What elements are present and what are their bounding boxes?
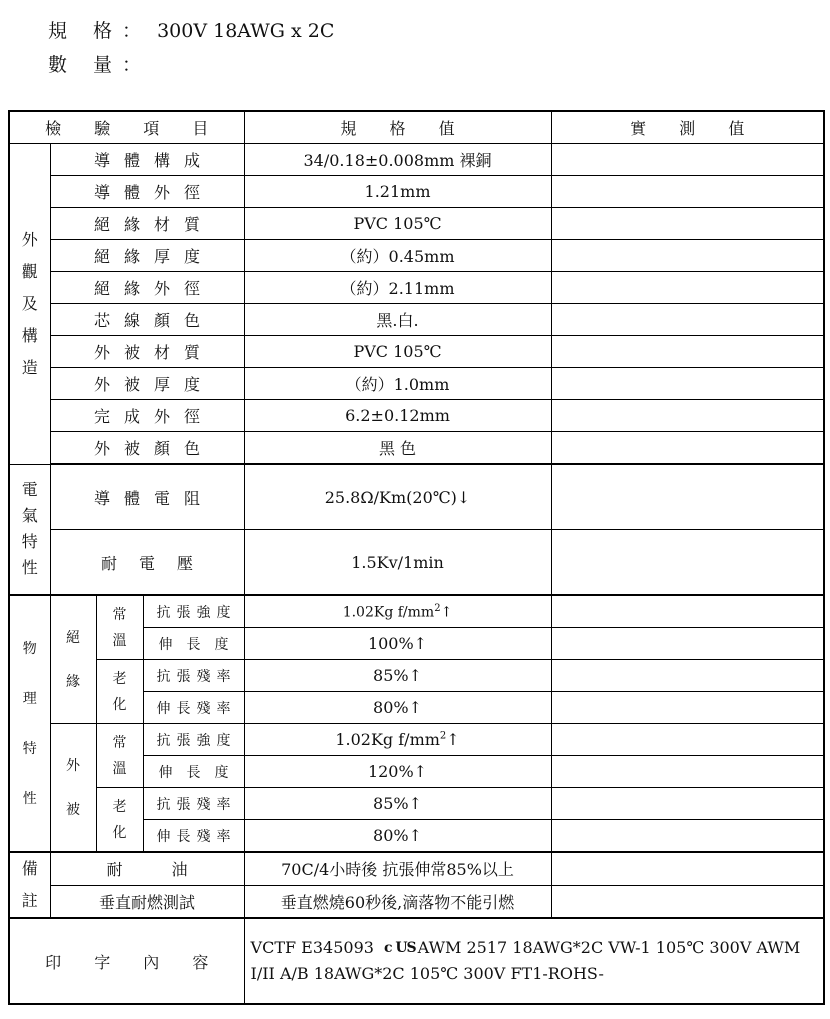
measured-cell [551, 530, 824, 596]
measured-cell [551, 885, 824, 918]
quantity-label: 數 量： [48, 54, 152, 76]
item-label: 芯線顏色 [50, 304, 244, 336]
measured-cell [551, 660, 824, 692]
printing-line1-post: AWM 2517 18AWG*2C VW-1 105℃ 300V AWM [417, 937, 801, 957]
measured-cell [551, 820, 824, 853]
measured-cell [551, 724, 824, 756]
table-row [9, 885, 824, 918]
table-header-row [9, 111, 824, 144]
measured-cell [551, 176, 824, 208]
measured-cell [551, 692, 824, 724]
item-label: 耐電壓 [50, 530, 244, 596]
item-label: 絕緣厚度 [50, 240, 244, 272]
item-label: 抗張殘率 [143, 660, 244, 692]
jacket-label: 外 被 [50, 724, 96, 853]
item-label: 導體構成 [50, 144, 244, 176]
spec-cell: 黑.白. [244, 304, 551, 336]
measured-cell [551, 464, 824, 530]
inspection-table [8, 110, 825, 1005]
item-label: 伸長殘率 [143, 820, 244, 853]
printing-content [244, 918, 824, 1004]
table-row [9, 432, 824, 465]
table-row [9, 240, 824, 272]
spec-cell: （約）0.45mm [244, 240, 551, 272]
measured-cell [551, 304, 824, 336]
printing-line2: I/II A/B 18AWG*2C 105℃ 300V FT1-ROHS- [250, 964, 604, 984]
item-label: 伸長度 [143, 628, 244, 660]
table-row [9, 852, 824, 885]
spec-value: 300V 18AWG x 2C [157, 20, 335, 42]
table-row [9, 788, 824, 820]
measured-cell [551, 368, 824, 400]
table-row [9, 272, 824, 304]
measured-cell [551, 336, 824, 368]
item-label: 抗張強度 [143, 595, 244, 628]
item-label: 抗張強度 [143, 724, 244, 756]
spec-cell: 1.21mm [244, 176, 551, 208]
group-remarks-label: 備 註 [9, 852, 50, 918]
measured-cell [551, 852, 824, 885]
item-label: 伸長度 [143, 756, 244, 788]
measured-cell [551, 628, 824, 660]
header-inspection-item: 檢 驗 項 目 [9, 111, 244, 144]
room-temp-label: 常 溫 [96, 724, 143, 788]
measured-cell [551, 208, 824, 240]
spec-cell: 垂直燃燒60秒後,滴落物不能引燃 [244, 885, 551, 918]
spec-cell: 85%↑ [244, 660, 551, 692]
item-label: 抗張殘率 [143, 788, 244, 820]
item-label: 完成外徑 [50, 400, 244, 432]
spec-cell: PVC 105℃ [244, 208, 551, 240]
printing-label: 印 字 內 容 [9, 918, 244, 1004]
table-row [9, 144, 824, 176]
spec-cell: 85%↑ [244, 788, 551, 820]
spec-cell: 25.8Ω/Km(20℃)↓ [244, 464, 551, 530]
spec-cell: 100%↑ [244, 628, 551, 660]
measured-cell [551, 400, 824, 432]
group-appearance-label: 外 觀 及 構 造 [9, 144, 50, 465]
table-row [9, 464, 824, 530]
measured-cell [551, 432, 824, 465]
item-label: 導體電阻 [50, 464, 244, 530]
table-row [9, 595, 824, 628]
spec-cell: 120%↑ [244, 756, 551, 788]
group-physical-label: 物 理 特 性 [9, 595, 50, 852]
measured-cell [551, 240, 824, 272]
measured-cell [551, 144, 824, 176]
spec-cell: 黑 色 [244, 432, 551, 465]
quantity-line [48, 50, 151, 77]
table-row [9, 400, 824, 432]
measured-cell [551, 788, 824, 820]
measured-cell [551, 756, 824, 788]
table-row [9, 336, 824, 368]
item-label: 外被材質 [50, 336, 244, 368]
item-label: 垂直耐燃測試 [50, 885, 244, 918]
table-row [9, 918, 824, 1004]
item-label: 絕緣外徑 [50, 272, 244, 304]
spec-cell: 80%↑ [244, 820, 551, 853]
item-label: 導體外徑 [50, 176, 244, 208]
ul-mark-logo: c US [383, 940, 416, 957]
measured-cell [551, 595, 824, 628]
room-temp-label: 常 溫 [96, 595, 143, 660]
measured-cell [551, 272, 824, 304]
table-row [9, 368, 824, 400]
spec-cell: PVC 105℃ [244, 336, 551, 368]
item-label: 外被顏色 [50, 432, 244, 465]
spec-cell: 1.5Kv/1min [244, 530, 551, 596]
table-row [9, 660, 824, 692]
item-label: 耐 油 [50, 852, 244, 885]
spec-cell: 70C/4小時後 抗張伸常85%以上 [244, 852, 551, 885]
spec-cell: （約）2.11mm [244, 272, 551, 304]
item-label: 絕緣材質 [50, 208, 244, 240]
group-electrical-label: 電 氣 特 性 [9, 464, 50, 595]
item-label: 外被厚度 [50, 368, 244, 400]
table-row [9, 208, 824, 240]
insulation-label: 絕 緣 [50, 595, 96, 724]
header-spec-value: 規 格 值 [244, 111, 551, 144]
table-row [9, 304, 824, 336]
aged-label: 老 化 [96, 788, 143, 853]
item-label: 伸長殘率 [143, 692, 244, 724]
spec-cell: （約）1.0mm [244, 368, 551, 400]
header-measured-value: 實 測 值 [551, 111, 824, 144]
spec-cell: 34/0.18±0.008mm 裸銅 [244, 144, 551, 176]
spec-cell: 1.02Kg $f/mm^2↑$ [244, 595, 551, 628]
aged-label: 老 化 [96, 660, 143, 724]
spec-cell: 1.02Kg $f/mm^2↑$ [244, 724, 551, 756]
spec-line [48, 16, 334, 43]
spec-label: 規 格： [48, 20, 152, 42]
table-row [9, 530, 824, 596]
spec-cell: 6.2±0.12mm [244, 400, 551, 432]
table-row [9, 176, 824, 208]
printing-line1-pre: VCTF E345093 [250, 937, 374, 957]
table-row [9, 724, 824, 756]
spec-cell: 80%↑ [244, 692, 551, 724]
